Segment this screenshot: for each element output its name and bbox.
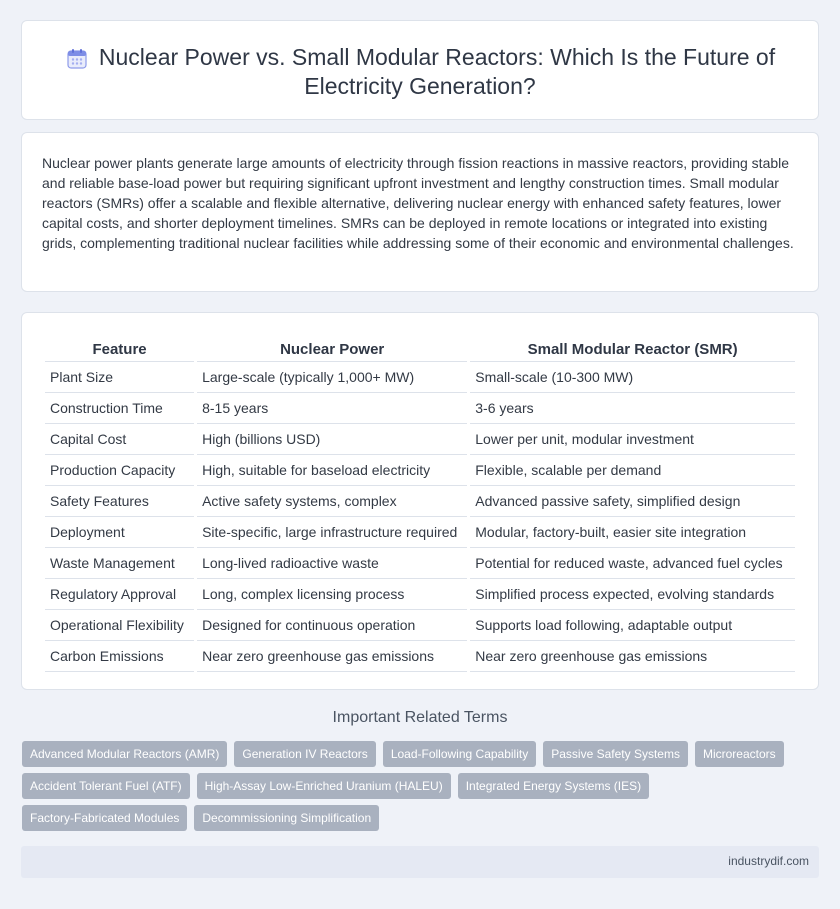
table-row — [45, 362, 795, 393]
header-feature: Feature — [45, 333, 194, 362]
feature-cell: Construction Time — [45, 393, 194, 424]
comparison-card — [21, 312, 819, 690]
related-terms-tags — [22, 741, 818, 837]
nuclear-cell: Long, complex licensing process — [197, 579, 467, 610]
feature-cell: Operational Flexibility — [45, 610, 194, 641]
feature-cell: Safety Features — [45, 486, 194, 517]
nuclear-cell: Designed for continuous operation — [197, 610, 467, 641]
title-card — [21, 20, 819, 120]
nuclear-cell: 8-15 years — [197, 393, 467, 424]
table-row — [45, 486, 795, 517]
nuclear-cell: Site-specific, large infrastructure required — [197, 517, 467, 548]
smr-cell: Near zero greenhouse gas emissions — [470, 641, 795, 672]
intro-card — [21, 132, 819, 292]
term-tag[interactable]: Accident Tolerant Fuel (ATF) — [22, 773, 190, 799]
feature-cell: Regulatory Approval — [45, 579, 194, 610]
nuclear-cell: High, suitable for baseload electricity — [197, 455, 467, 486]
footer-site-link[interactable]: industrydif.com — [728, 854, 809, 868]
table-header-row — [45, 333, 795, 362]
feature-cell: Deployment — [45, 517, 194, 548]
related-terms-title: Important Related Terms — [332, 709, 508, 726]
nuclear-cell: High (billions USD) — [197, 424, 467, 455]
nuclear-cell: Active safety systems, complex — [197, 486, 467, 517]
term-tag[interactable]: Factory-Fabricated Modules — [22, 805, 187, 831]
table-row — [45, 548, 795, 579]
smr-cell: Advanced passive safety, simplified design — [470, 486, 795, 517]
term-tag[interactable]: Microreactors — [695, 741, 784, 767]
table-row — [45, 455, 795, 486]
table-row — [45, 424, 795, 455]
comparison-table — [42, 333, 798, 672]
smr-cell: Modular, factory-built, easier site integration — [470, 517, 795, 548]
header-smr: Small Modular Reactor (SMR) — [470, 333, 795, 362]
smr-cell: 3-6 years — [470, 393, 795, 424]
table-row — [45, 517, 795, 548]
smr-cell: Potential for reduced waste, advanced fuel cycles — [470, 548, 795, 579]
term-tag[interactable]: Integrated Energy Systems (IES) — [458, 773, 649, 799]
term-tag[interactable]: Advanced Modular Reactors (AMR) — [22, 741, 227, 767]
smr-cell: Supports load following, adaptable output — [470, 610, 795, 641]
title-wrap — [22, 43, 818, 101]
nuclear-cell: Large-scale (typically 1,000+ MW) — [197, 362, 467, 393]
smr-cell: Lower per unit, modular investment — [470, 424, 795, 455]
feature-cell: Plant Size — [45, 362, 194, 393]
header-nuclear-power: Nuclear Power — [197, 333, 467, 362]
nuclear-cell: Near zero greenhouse gas emissions — [197, 641, 467, 672]
intro-paragraph: Nuclear power plants generate large amounts of electricity through fission reactions in massive reactors, providing stable and reliable base-load power but requiring significant upfront investment and lengthy construction times. Small modular reactors (SMRs) offer a scalable and flexible alternative, delivering nuclear energy with enhanced safety features, lower capital costs, and shorter deployment timelines. SMRs can be deployed in remote locations or integrated into existing grids, complementing traditional nuclear facilities while addressing some of their economic and environmental challenges. — [42, 155, 794, 251]
feature-cell: Capital Cost — [45, 424, 194, 455]
smr-cell: Flexible, scalable per demand — [470, 455, 795, 486]
term-tag[interactable]: Generation IV Reactors — [234, 741, 375, 767]
smr-cell: Simplified process expected, evolving standards — [470, 579, 795, 610]
table-row — [45, 579, 795, 610]
nuclear-cell: Long-lived radioactive waste — [197, 548, 467, 579]
smr-cell: Small-scale (10-300 MW) — [470, 362, 795, 393]
table-row — [45, 610, 795, 641]
term-tag[interactable]: Decommissioning Simplification — [194, 805, 379, 831]
table-row — [45, 641, 795, 672]
term-tag[interactable]: Passive Safety Systems — [543, 741, 688, 767]
table-row — [45, 393, 795, 424]
term-tag[interactable]: Load-Following Capability — [383, 741, 536, 767]
page-title — [42, 43, 798, 101]
calendar-icon — [65, 47, 89, 71]
feature-cell: Carbon Emissions — [45, 641, 194, 672]
page-title-text: Nuclear Power vs. Small Modular Reactors: Which Is the Future of Electricity Generation? — [98, 44, 776, 99]
feature-cell: Waste Management — [45, 548, 194, 579]
footer-bar — [21, 846, 819, 878]
feature-cell: Production Capacity — [45, 455, 194, 486]
term-tag[interactable]: High-Assay Low-Enriched Uranium (HALEU) — [197, 773, 451, 799]
